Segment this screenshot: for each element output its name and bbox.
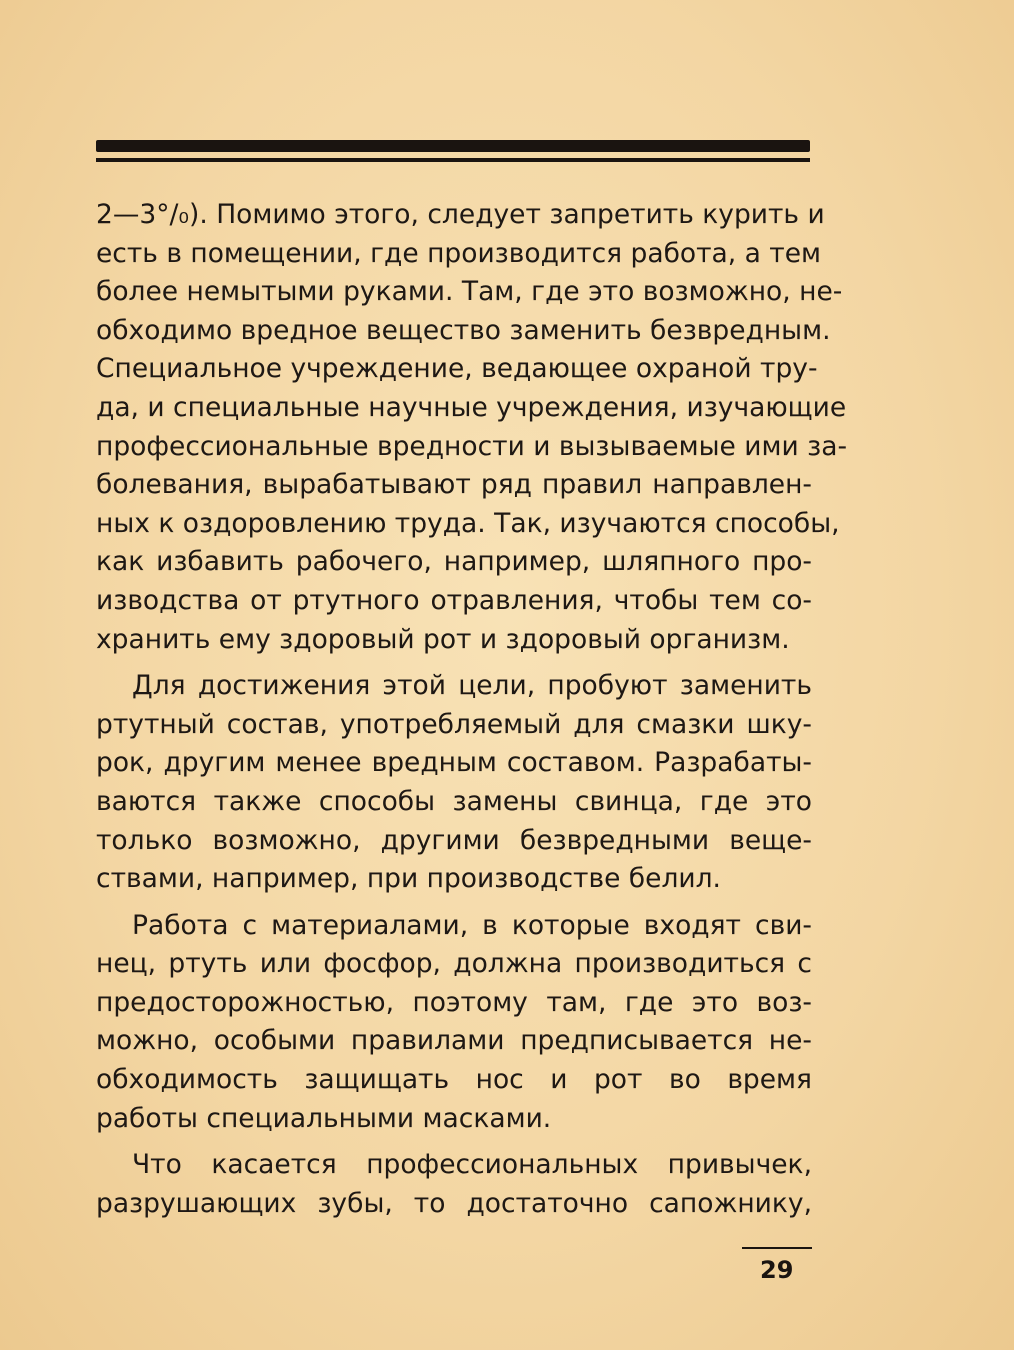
text-line: Специальное учреждение, ведающее охраной тру- bbox=[96, 353, 818, 385]
text-line: профессиональные вредности и вызываемые ими за- bbox=[96, 430, 848, 462]
header-rule-thick bbox=[96, 140, 810, 152]
text-line: да, и специальные научные учреждения, изучающие bbox=[96, 391, 847, 423]
text-line: 2—3°/₀). Помимо этого, следует запретить курить и bbox=[96, 199, 825, 230]
text-line: только возможно, другими безвредными веще- bbox=[96, 824, 812, 856]
text-line: Что касается профессиональных привычек, bbox=[132, 1149, 812, 1181]
text-line: Работа с материалами, в которые входят сви- bbox=[132, 909, 812, 941]
text-line: ных к оздоровлению труда. Так, изучаются способы, bbox=[96, 507, 840, 539]
text-line: хранить ему здоровый рот и здоровый организм. bbox=[96, 623, 790, 655]
text-line: можно, особыми правилами предписывается не- bbox=[96, 1025, 812, 1057]
page-number-rule bbox=[742, 1247, 812, 1249]
text-line: ствами, например, при производстве белил. bbox=[96, 863, 721, 895]
body-text bbox=[96, 196, 848, 1223]
text-line: предосторожностью, поэтому там, где это воз- bbox=[96, 986, 812, 1018]
text-line: Для достижения этой цели, пробуют заменить bbox=[132, 670, 812, 702]
text-line: обходимость защищать нос и рот во время bbox=[96, 1064, 812, 1096]
text-line: изводства от ртутного отравления, чтобы тем со- bbox=[96, 584, 812, 616]
text-line: рок, другим менее вредным составом. Разрабаты- bbox=[96, 747, 812, 779]
paragraph-gap bbox=[96, 1138, 812, 1146]
paragraph-gap bbox=[96, 659, 812, 667]
text-line: есть в помещении, где производится работа, а тем bbox=[96, 237, 822, 269]
text-line: более немытыми руками. Там, где это возможно, не- bbox=[96, 276, 843, 308]
text-line: работы специальными масками. bbox=[96, 1102, 552, 1134]
text-line: ваются также способы замены свинца, где это bbox=[96, 785, 812, 817]
text-line: обходимо вредное вещество заменить безвредным. bbox=[96, 314, 831, 346]
text-line: болевания, вырабатывают ряд правил направлен- bbox=[96, 469, 812, 501]
text-line: как избавить рабочего, например, шляпного про- bbox=[96, 546, 812, 578]
text-line: разрушающих зубы, то достаточно сапожнику, bbox=[96, 1187, 812, 1219]
header-rule-thin bbox=[96, 158, 810, 162]
text-line: ртутный состав, употребляемый для смазки шку- bbox=[96, 708, 812, 740]
page-number: 29 bbox=[760, 1256, 794, 1284]
text-line: нец, ртуть или фосфор, должна производиться с bbox=[96, 948, 812, 980]
paragraph-gap bbox=[96, 899, 812, 907]
